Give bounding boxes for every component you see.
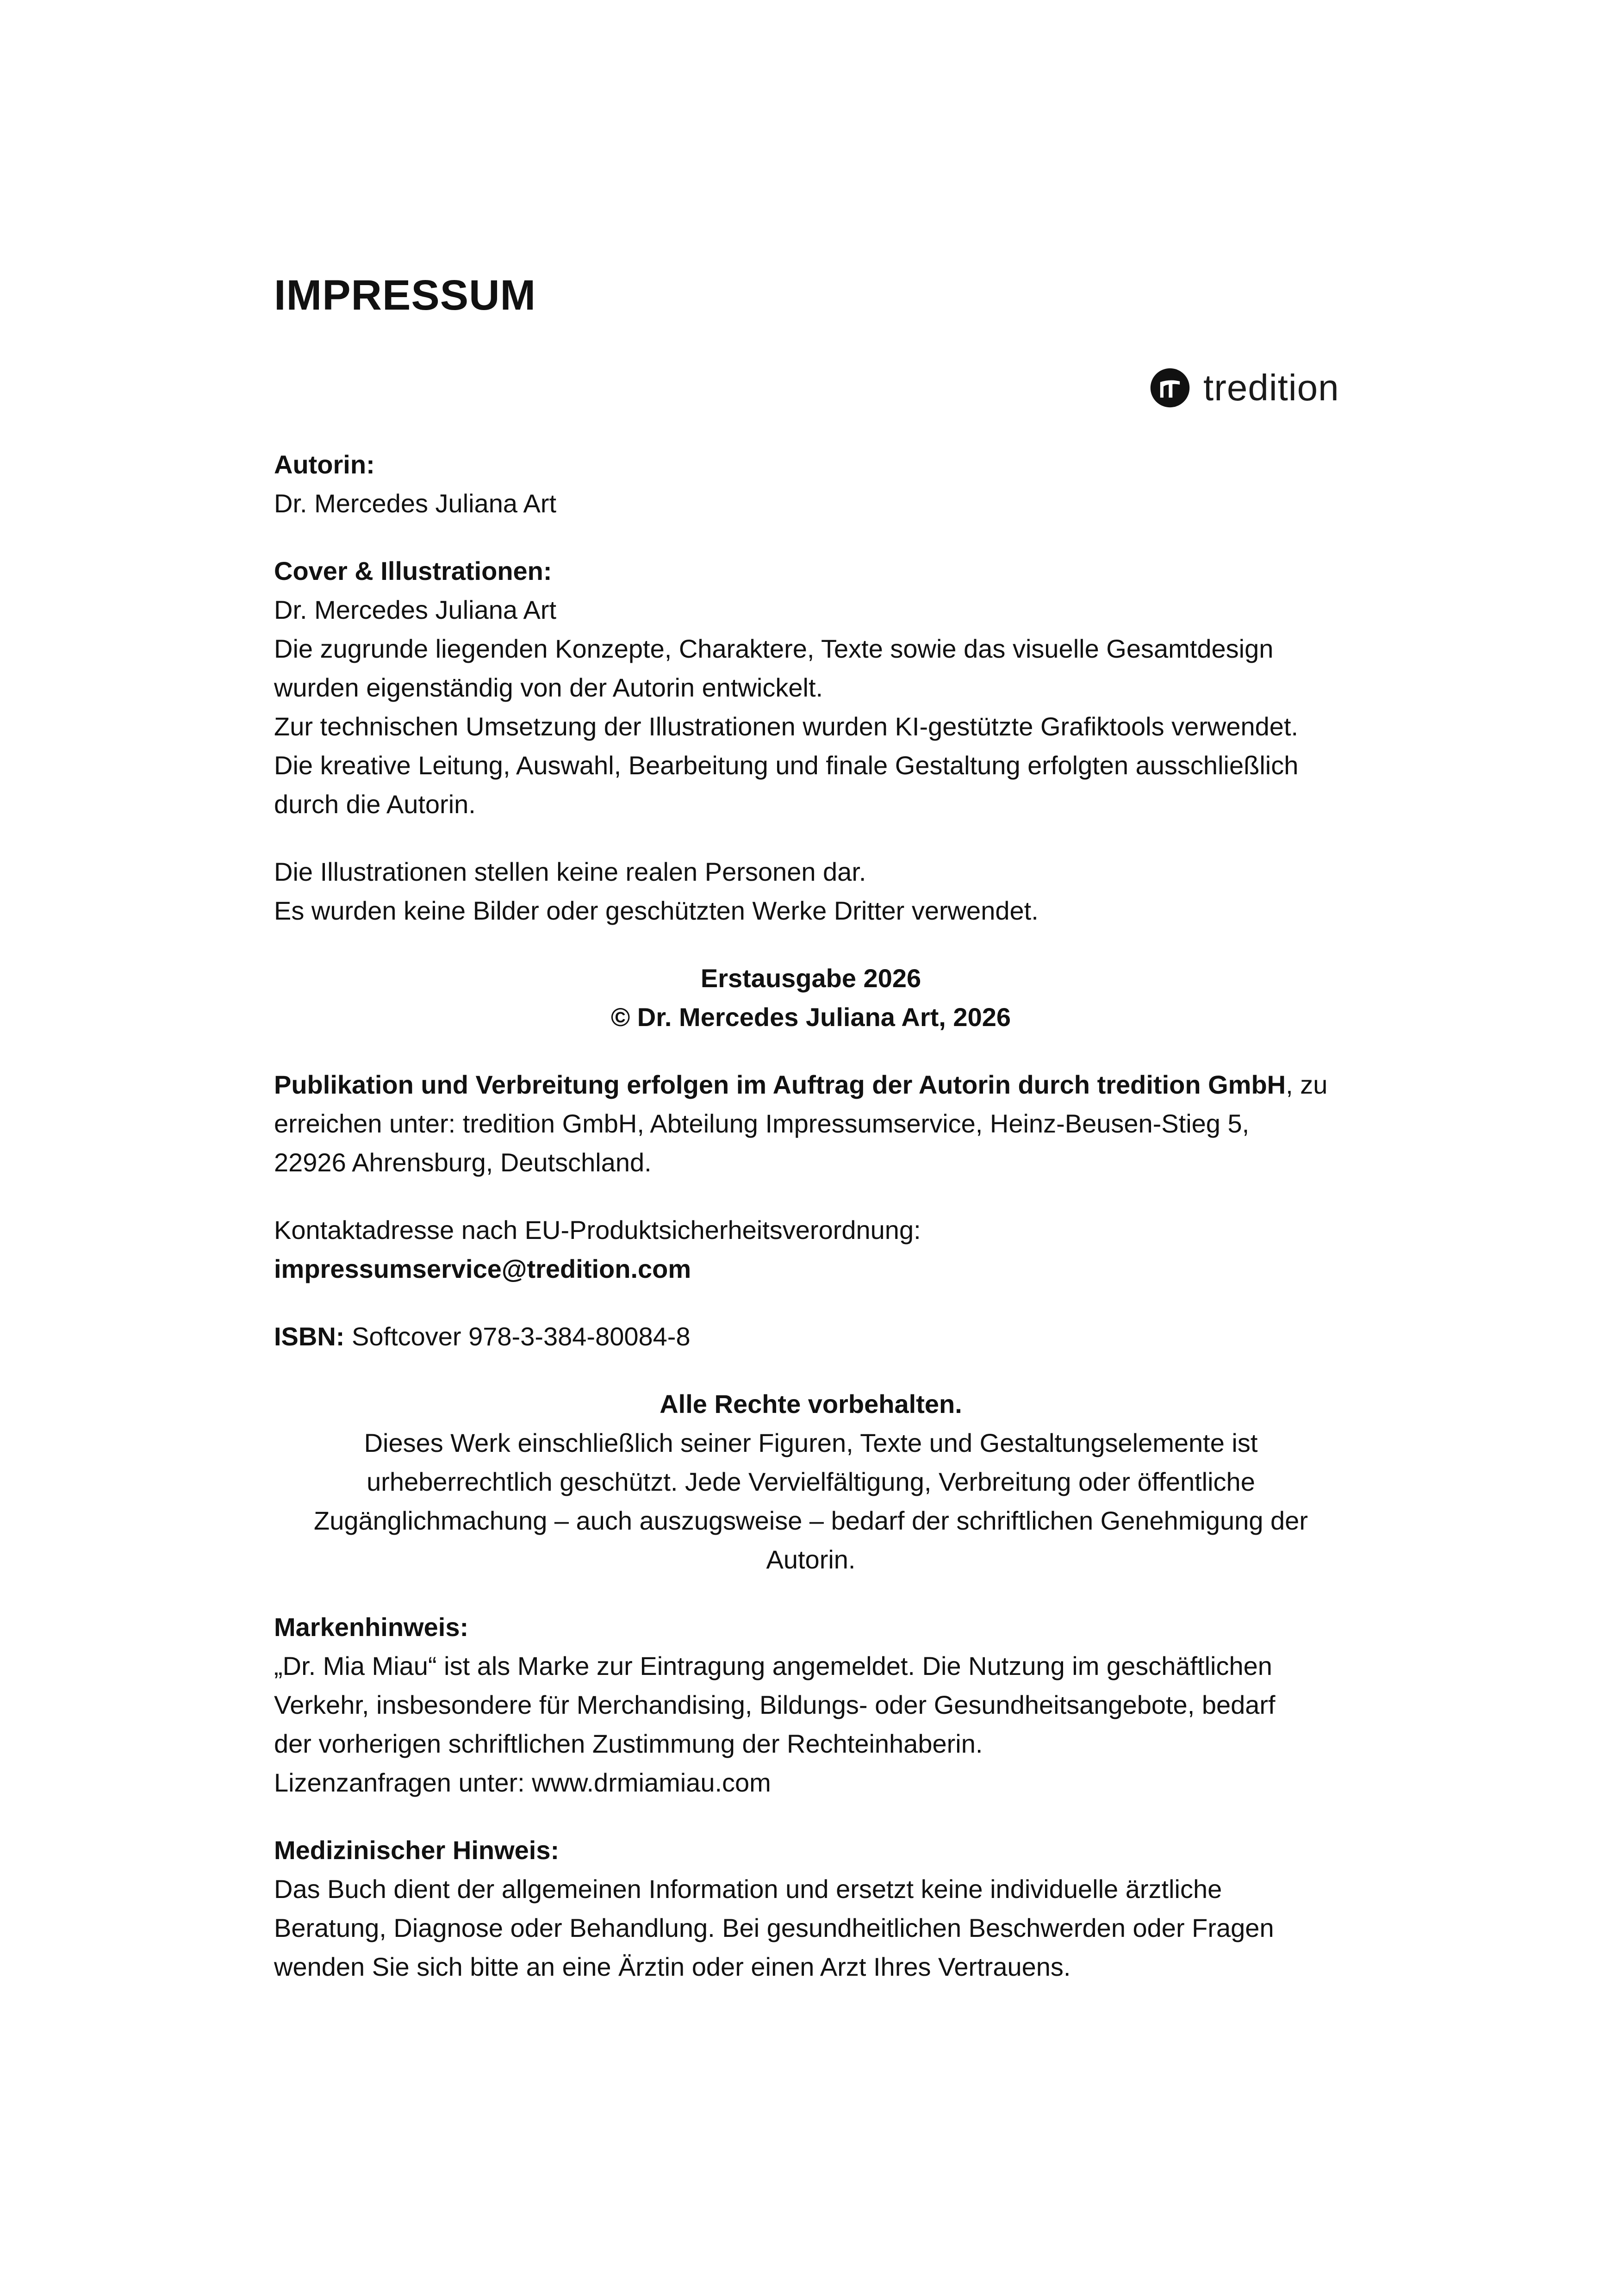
illustrations-line: Es wurden keine Bilder oder geschützten Werke Dritter verwendet. [274, 896, 1039, 925]
rights-heading: Alle Rechte vorbehalten. [660, 1389, 962, 1419]
rights-line: Zugänglichmachung – auch auszugsweise – bedarf der schriftlichen Genehmigung der [314, 1506, 1308, 1535]
publication-bold: Publikation und Verbreitung erfolgen im Auftrag der Autorin durch tredition GmbH [274, 1070, 1286, 1099]
cover-heading: Cover & Illustrationen: [274, 556, 552, 585]
isbn-label: ISBN: [274, 1322, 345, 1351]
contact-section [274, 1211, 1348, 1288]
publication-section [274, 1065, 1348, 1182]
rights-line: urheberrechtlich geschützt. Jede Vervielfältigung, Verbreitung oder öffentliche [367, 1467, 1255, 1496]
publication-rest: , zu [1286, 1070, 1328, 1099]
contact-label: Kontaktadresse nach EU-Produktsicherheitsverordnung: [274, 1215, 921, 1244]
contact-email: impressumservice@tredition.com [274, 1254, 691, 1283]
trademark-line: der vorherigen schriftlichen Zustimmung der Rechteinhaberin. [274, 1729, 983, 1758]
illustrations-line: Die Illustrationen stellen keine realen Personen dar. [274, 857, 866, 886]
isbn-value: Softcover 978-3-384-80084-8 [344, 1322, 691, 1351]
rights-line: Dieses Werk einschließlich seiner Figuren, Texte und Gestaltungselemente ist [364, 1428, 1258, 1457]
cover-line: wurden eigenständig von der Autorin entwickelt. [274, 673, 823, 702]
cover-section [274, 552, 1348, 824]
author-name: Dr. Mercedes Juliana Art [274, 489, 557, 518]
trademark-line: Verkehr, insbesondere für Merchandising, Bildungs- oder Gesundheitsangebote, bedarf [274, 1690, 1276, 1719]
medical-line: Das Buch dient der allgemeinen Information und ersetzt keine individuelle ärztliche [274, 1874, 1222, 1904]
medical-section [274, 1831, 1348, 1986]
trademark-line: „Dr. Mia Miau“ ist als Marke zur Eintragung angemeldet. Die Nutzung im geschäftlichen [274, 1651, 1272, 1680]
edition-line: Erstausgabe 2026 [700, 964, 921, 993]
publication-line: 22926 Ahrensburg, Deutschland. [274, 1148, 652, 1177]
page-title: IMPRESSUM [274, 272, 536, 319]
cover-line: Zur technischen Umsetzung der Illustrationen wurden KI-gestützte Grafiktools verwendet. [274, 712, 1299, 741]
trademark-heading: Markenhinweis: [274, 1612, 469, 1642]
tredition-logo-icon [1150, 367, 1190, 408]
imprint-content [274, 445, 1348, 2015]
cover-line: Die zugrunde liegenden Konzepte, Charaktere, Texte sowie das visuelle Gesamtdesign [274, 634, 1274, 663]
copyright-line: © Dr. Mercedes Juliana Art, 2026 [610, 1002, 1011, 1032]
trademark-line: Lizenzanfragen unter: www.drmiamiau.com [274, 1768, 771, 1797]
medical-line: Beratung, Diagnose oder Behandlung. Bei gesundheitlichen Beschwerden oder Fragen [274, 1913, 1274, 1942]
isbn-line [274, 1317, 1348, 1356]
author-heading: Autorin: [274, 450, 375, 479]
cover-line: Die kreative Leitung, Auswahl, Bearbeitung und finale Gestaltung erfolgten ausschließlich [274, 751, 1299, 780]
trademark-section [274, 1608, 1348, 1802]
rights-line: Autorin. [766, 1545, 856, 1574]
isbn-section [274, 1317, 1348, 1356]
rights-section [274, 1385, 1348, 1579]
cover-line: durch die Autorin. [274, 790, 476, 819]
publisher-logo [1150, 367, 1339, 409]
illustrations-note [274, 852, 1348, 930]
medical-line: wenden Sie sich bitte an eine Ärztin oder einen Arzt Ihres Vertrauens. [274, 1952, 1071, 1981]
publication-first-line [274, 1065, 1348, 1104]
cover-line: Dr. Mercedes Juliana Art [274, 595, 557, 624]
logo-wordmark: tredition [1203, 367, 1339, 408]
author-section [274, 445, 1348, 523]
medical-heading: Medizinischer Hinweis: [274, 1836, 560, 1865]
publication-line: erreichen unter: tredition GmbH, Abteilung Impressumservice, Heinz-Beusen-Stieg 5, [274, 1109, 1250, 1138]
edition-section [274, 959, 1348, 1037]
